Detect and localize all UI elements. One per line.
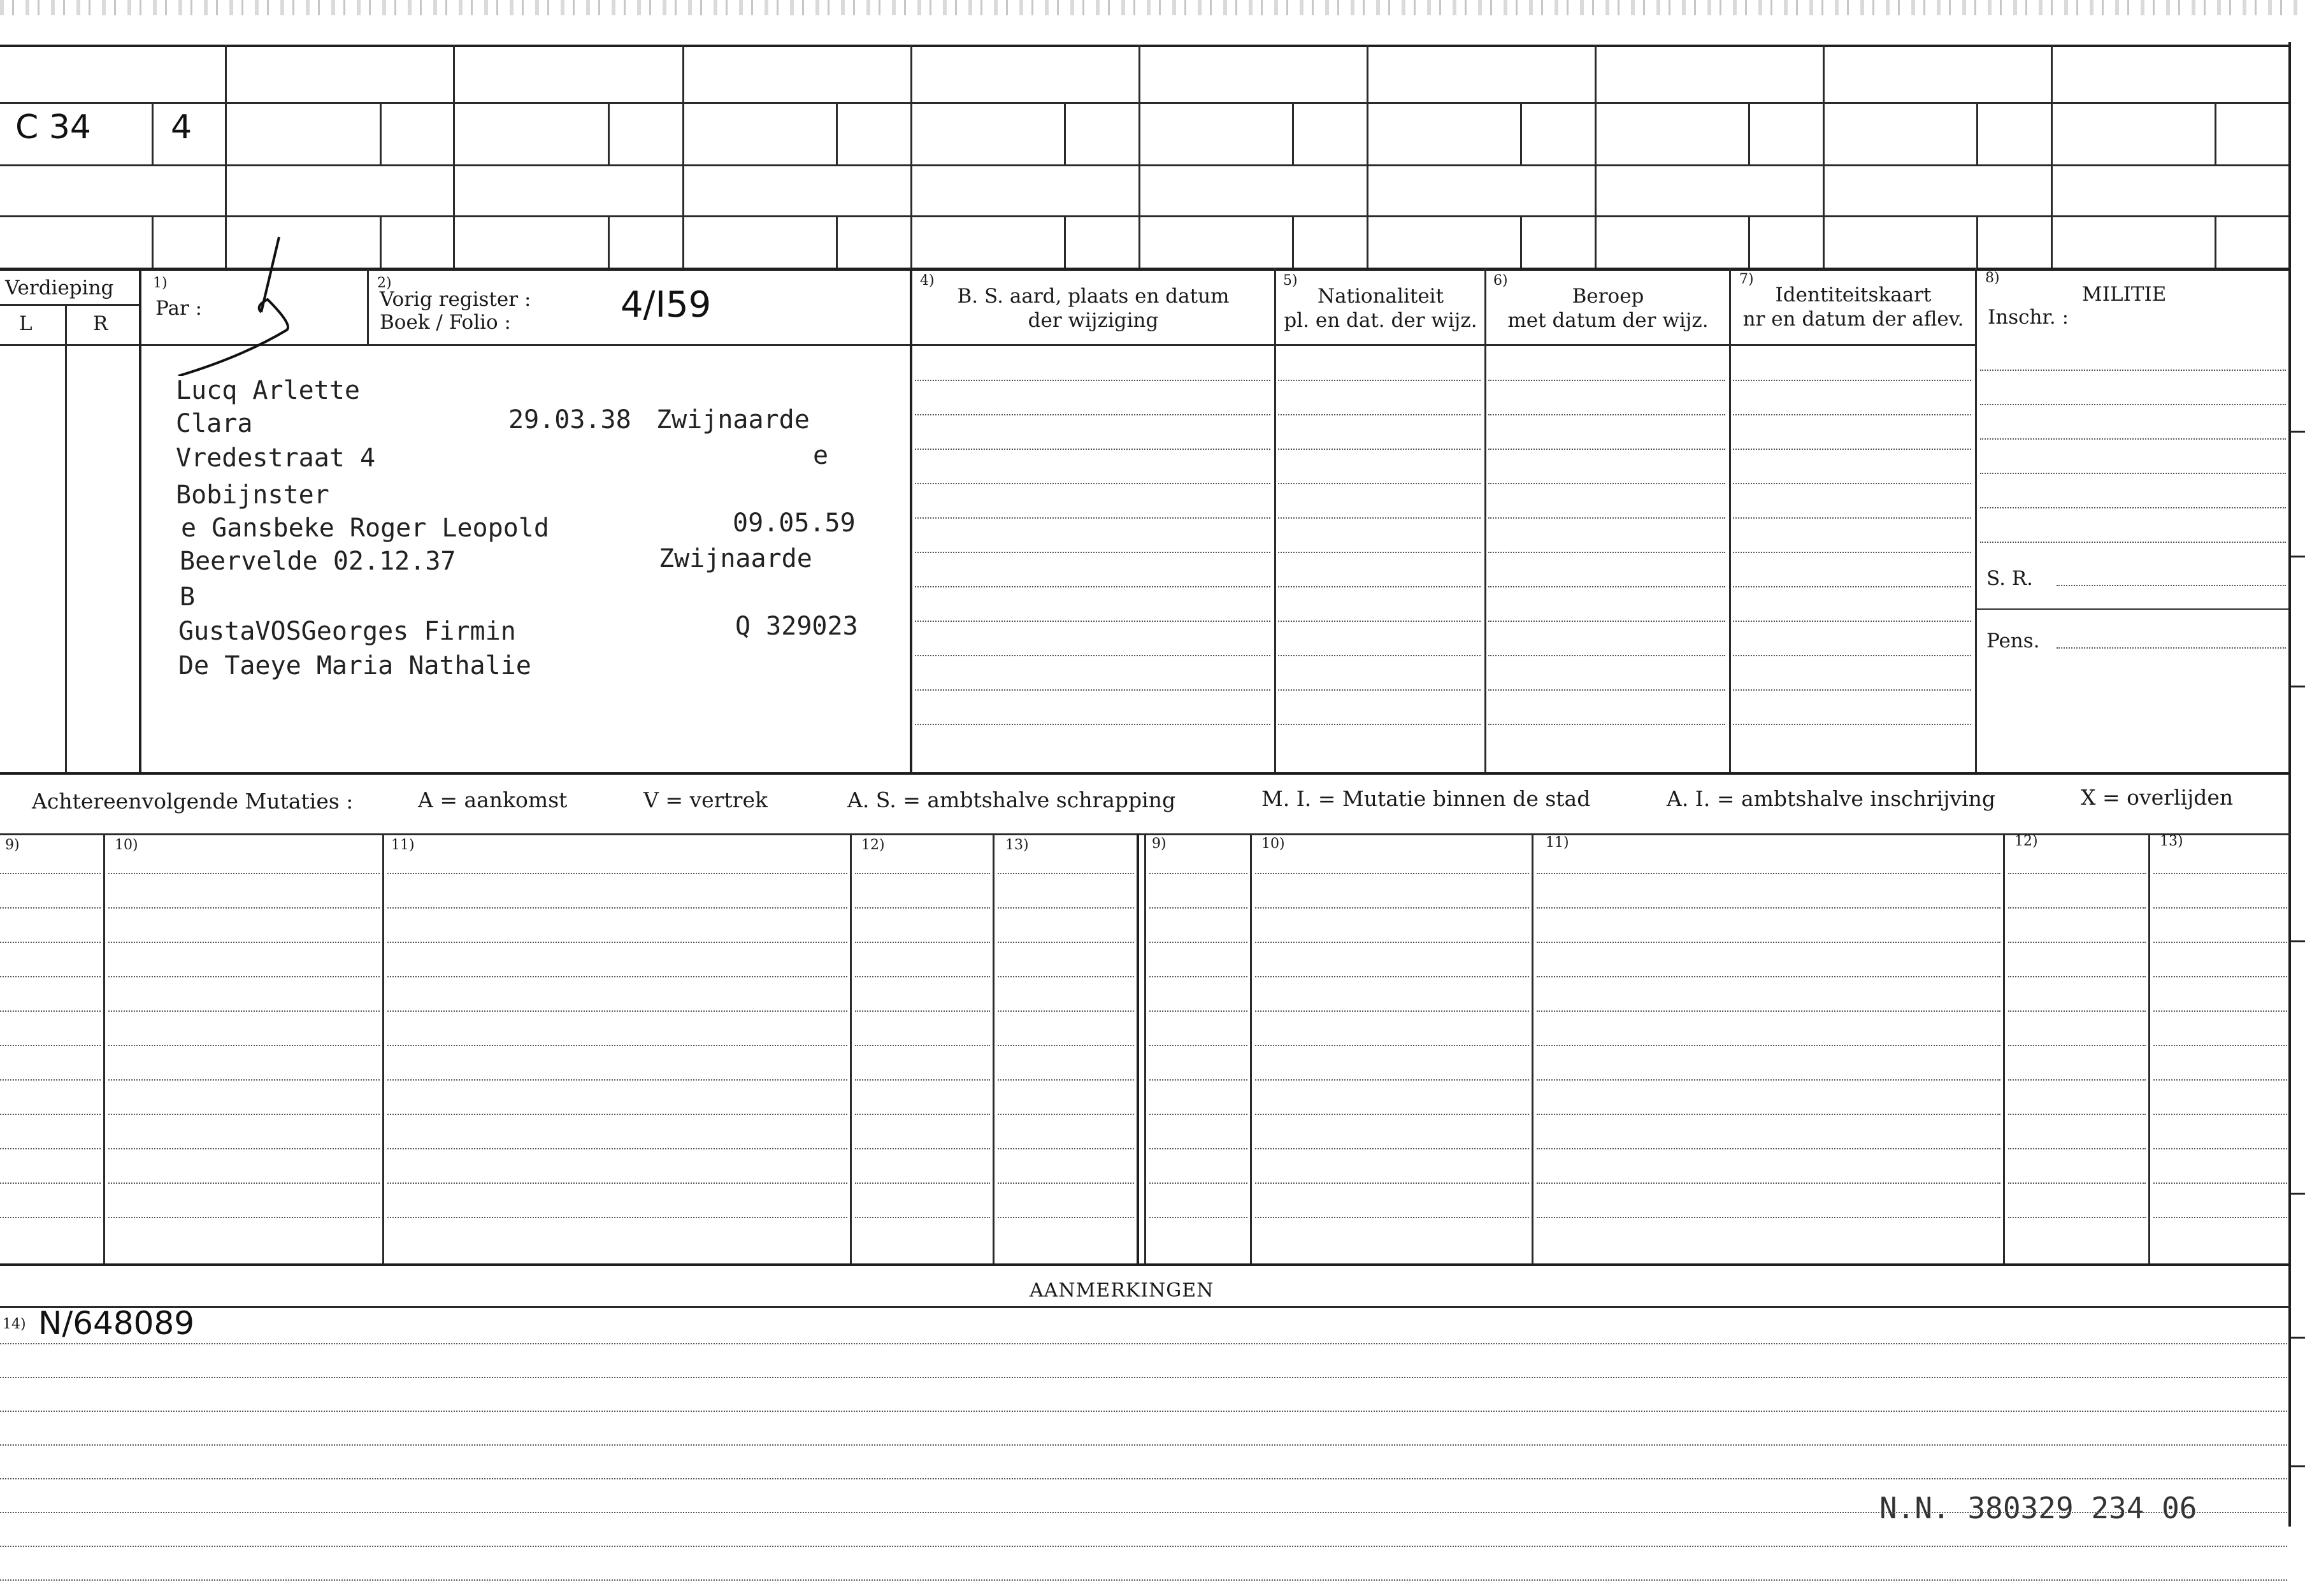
ruled-line — [1278, 621, 1481, 622]
ruled-line — [1980, 542, 2286, 543]
ruled-line — [855, 1148, 990, 1149]
col-10-right: 10) — [1261, 836, 1285, 852]
ruled-line — [387, 1217, 847, 1218]
ruled-line — [1733, 380, 1971, 381]
mutatie-schrapping: A. S. = ambtshalve schrapping — [847, 787, 1176, 812]
record-line-2-left: Clara — [176, 409, 253, 438]
ruled-line — [915, 483, 1270, 484]
ruled-line — [1255, 942, 1529, 943]
ruled-line — [915, 380, 1270, 381]
ruled-line — [387, 907, 847, 909]
ruled-line — [915, 621, 1270, 622]
ruled-line — [387, 1045, 847, 1046]
ruled-line — [2153, 907, 2287, 909]
register-number: 4 — [171, 108, 192, 147]
ruled-line — [855, 1045, 990, 1046]
ruled-line — [0, 1148, 101, 1149]
ruled-line — [0, 907, 101, 909]
ruled-line — [0, 1343, 2287, 1344]
ruled-line — [0, 1045, 101, 1046]
ruled-line — [1255, 873, 1529, 874]
ruled-line — [108, 1148, 380, 1149]
mutatie-aankomst: A = aankomst — [418, 787, 568, 812]
ruled-line — [1255, 1114, 1529, 1115]
ruled-line — [108, 976, 380, 977]
ruled-line — [2008, 1148, 2146, 1149]
ruled-line — [1278, 724, 1481, 725]
beroep-number: 6) — [1493, 273, 1508, 289]
par-label: Par : — [155, 297, 203, 320]
ruled-line — [2008, 1114, 2146, 1115]
ruled-line — [915, 724, 1270, 725]
record-line-6-left: Beervelde 02.12.37 — [180, 547, 456, 576]
nationaliteit-header — [1277, 284, 1484, 333]
ruled-line — [1733, 621, 1971, 622]
ruled-line — [387, 1079, 847, 1081]
ruled-line — [1278, 380, 1481, 381]
ruled-line — [1255, 1079, 1529, 1081]
ruled-line — [1149, 1114, 1247, 1115]
handwritten-mark — [166, 229, 306, 376]
vorig-register-label: Vorig register : — [380, 288, 531, 311]
col-10-left: 10) — [115, 837, 138, 853]
id-header-line2: nr en datum der aflev. — [1742, 308, 1964, 331]
ruled-line — [1149, 942, 1247, 943]
ruled-line — [1537, 907, 2000, 909]
ruled-line — [1980, 507, 2286, 508]
record-line-3-right: e — [813, 441, 829, 470]
ruled-line — [2153, 1114, 2287, 1115]
col-13-right: 13) — [2160, 833, 2183, 849]
ruled-line — [387, 1148, 847, 1149]
ruled-line — [1149, 1217, 1247, 1218]
nat-header-line2: pl. en dat. der wijz. — [1284, 309, 1477, 332]
ruled-line — [1255, 1148, 1529, 1149]
left-label: L — [19, 312, 32, 335]
ruled-line — [1537, 942, 2000, 943]
record-line-6-right: Zwijnaarde — [659, 544, 812, 573]
ruled-line — [1149, 1148, 1247, 1149]
ruled-line — [2008, 1183, 2146, 1184]
ruled-line — [1488, 655, 1725, 656]
record-line-1-left: Lucq Arlette — [176, 376, 360, 405]
ruled-line — [0, 1411, 2287, 1412]
ruled-line — [915, 517, 1270, 519]
ruled-line — [1537, 873, 2000, 874]
ruled-line — [0, 1546, 2287, 1547]
ruled-line — [2153, 873, 2287, 874]
record-line-5-left: e Gansbeke Roger Leopold — [181, 514, 549, 543]
ruled-line — [1149, 1045, 1247, 1046]
ruled-line — [1488, 724, 1725, 725]
ruled-line — [0, 1217, 101, 1218]
ruled-line — [1980, 370, 2286, 371]
ruled-line — [1278, 689, 1481, 691]
scan-top-edge — [0, 0, 2305, 15]
ruled-line — [1733, 689, 1971, 691]
col-11-left: 11) — [391, 837, 415, 853]
ruled-line — [998, 1183, 1134, 1184]
ruled-line — [1278, 414, 1481, 415]
ruled-line — [2008, 1010, 2146, 1012]
aanmerkingen-value: N/648089 — [38, 1305, 195, 1342]
ruled-line — [1488, 689, 1725, 691]
ruled-line — [1488, 414, 1725, 415]
ruled-line — [1149, 976, 1247, 977]
beroep-header-line2: met datum der wijz. — [1507, 309, 1709, 332]
mutatie-inschrijving: A. I. = ambtshalve inschrijving — [1667, 786, 1996, 811]
ruled-line — [108, 1045, 380, 1046]
ruled-line — [1149, 873, 1247, 874]
ruled-line — [998, 1114, 1134, 1115]
bs-number: 4) — [920, 273, 935, 289]
record-line-5-right: 09.05.59 — [733, 508, 856, 538]
ruled-line — [855, 976, 990, 977]
ruled-line — [2008, 1045, 2146, 1046]
ruled-line — [2008, 1079, 2146, 1081]
ruled-line — [2153, 1148, 2287, 1149]
ruled-line — [1488, 552, 1725, 553]
ruled-line — [1980, 473, 2286, 474]
aanmerkingen-number: 14) — [3, 1316, 26, 1332]
ruled-line — [855, 1217, 990, 1218]
record-line-2-right: Zwijnaarde — [656, 405, 810, 435]
ruled-line — [1255, 1183, 1529, 1184]
ruled-line — [0, 942, 101, 943]
ruled-line — [1537, 1079, 2000, 1081]
ruled-line — [2008, 873, 2146, 874]
ruled-line — [1537, 1114, 2000, 1115]
ruled-line — [1255, 907, 1529, 909]
ruled-line — [855, 1114, 990, 1115]
ruled-line — [0, 1444, 2287, 1446]
col-13-left: 13) — [1005, 837, 1029, 853]
record-line-2-mid: 29.03.38 — [508, 405, 631, 435]
ruled-line — [0, 1579, 2287, 1581]
ruled-line — [1278, 483, 1481, 484]
ruled-line — [1537, 1010, 2000, 1012]
ruled-line — [0, 976, 101, 977]
ruled-line — [998, 907, 1134, 909]
ruled-line — [915, 552, 1270, 553]
bs-header-line1: B. S. aard, plaats en datum — [957, 285, 1230, 308]
ruled-line — [387, 976, 847, 977]
record-line-8-left: GustaVOSGeorges Firmin — [178, 617, 516, 646]
record-line-4-left: Bobijnster — [176, 480, 329, 510]
ruled-line — [1537, 1148, 2000, 1149]
vorig-register-value: 4/I59 — [621, 284, 712, 326]
ruled-line — [0, 1079, 101, 1081]
ruled-line — [1488, 586, 1725, 587]
ruled-line — [998, 1079, 1134, 1081]
ruled-line — [998, 1010, 1134, 1012]
ruled-line — [915, 586, 1270, 587]
ruled-line — [2153, 976, 2287, 977]
ruled-line — [1149, 907, 1247, 909]
ruled-line — [108, 1183, 380, 1184]
ruled-line — [1149, 1010, 1247, 1012]
ruled-line — [998, 873, 1134, 874]
ruled-line — [1255, 976, 1529, 977]
ruled-line — [1537, 1183, 2000, 1184]
ruled-line — [998, 1045, 1134, 1046]
ruled-line — [915, 655, 1270, 656]
col-9-right: 9) — [1152, 836, 1167, 852]
mutaties-title: Achtereenvolgende Mutaties : — [32, 789, 354, 814]
par-number: 1) — [153, 275, 168, 291]
ruled-line — [1488, 621, 1725, 622]
ruled-line — [1488, 517, 1725, 519]
id-number: 7) — [1739, 271, 1754, 287]
record-line-8-right: Q 329023 — [735, 612, 858, 641]
ruled-line — [1537, 976, 2000, 977]
ruled-line — [2153, 942, 2287, 943]
ruled-line — [855, 1183, 990, 1184]
beroep-header — [1487, 284, 1729, 333]
ruled-line — [108, 873, 380, 874]
ruled-line — [1278, 586, 1481, 587]
mutatie-binnen-stad: M. I. = Mutatie binnen de stad — [1261, 786, 1591, 811]
nat-header-line1: Nationaliteit — [1317, 285, 1444, 308]
ruled-line — [1278, 655, 1481, 656]
record-line-7-left: B — [180, 582, 196, 612]
ruled-line — [387, 1183, 847, 1184]
ruled-line — [387, 1114, 847, 1115]
ruled-line — [998, 1217, 1134, 1218]
ruled-line — [0, 1114, 101, 1115]
pens-label: Pens. — [1986, 629, 2040, 652]
col-12-right: 12) — [2014, 833, 2038, 849]
verdieping-label: Verdieping — [5, 277, 114, 299]
ruled-line — [998, 1148, 1134, 1149]
ruled-line — [0, 1512, 2287, 1513]
inschr-label: Inschr. : — [1988, 306, 2069, 329]
ruled-line — [1488, 380, 1725, 381]
ruled-line — [2008, 1217, 2146, 1218]
bs-header — [915, 284, 1272, 333]
ruled-line — [1149, 1079, 1247, 1081]
ruled-line — [855, 907, 990, 909]
record-line-9-left: De Taeye Maria Nathalie — [178, 651, 531, 680]
ruled-line — [1149, 1183, 1247, 1184]
ruled-line — [108, 907, 380, 909]
ruled-line — [0, 1010, 101, 1012]
ruled-line — [1980, 438, 2286, 440]
ruled-line — [387, 942, 847, 943]
ruled-line — [108, 1010, 380, 1012]
col-11-right: 11) — [1546, 835, 1569, 851]
mutatie-overlijden: X = overlijden — [2081, 785, 2234, 810]
ruled-line — [0, 1183, 101, 1184]
vorig-number: 2) — [377, 275, 392, 291]
ruled-line — [998, 942, 1134, 943]
ruled-line — [1255, 1045, 1529, 1046]
ruled-line — [855, 942, 990, 943]
ruled-line — [0, 873, 101, 874]
ruled-line — [108, 942, 380, 943]
ruled-line — [1733, 586, 1971, 587]
ruled-line — [1733, 552, 1971, 553]
register-code: C 34 — [15, 108, 92, 147]
ruled-line — [1278, 449, 1481, 450]
ruled-line — [855, 1010, 990, 1012]
ruled-line — [1278, 552, 1481, 553]
ruled-line — [1733, 414, 1971, 415]
ruled-line — [2153, 1045, 2287, 1046]
boek-folio-label: Boek / Folio : — [380, 311, 511, 334]
ruled-line — [0, 1478, 2287, 1479]
col-12-left: 12) — [861, 837, 885, 853]
ruled-line — [2153, 1079, 2287, 1081]
id-header-line1: Identiteitskaart — [1775, 284, 1932, 306]
record-line-3-left: Vredestraat 4 — [176, 443, 376, 473]
ruled-line — [1278, 517, 1481, 519]
ruled-line — [1733, 517, 1971, 519]
ruled-line — [1488, 483, 1725, 484]
ruled-line — [1980, 404, 2286, 405]
ruled-line — [1733, 449, 1971, 450]
ruled-line — [2008, 976, 2146, 977]
ruled-line — [1255, 1010, 1529, 1012]
militie-label: MILITIE — [2082, 283, 2167, 306]
ruled-line — [1733, 724, 1971, 725]
militie-number: 8) — [1985, 270, 2000, 286]
ruled-line — [2008, 942, 2146, 943]
ruled-line — [1255, 1217, 1529, 1218]
ruled-line — [1488, 449, 1725, 450]
right-label: R — [93, 312, 108, 335]
ruled-line — [2153, 1217, 2287, 1218]
nat-number: 5) — [1283, 273, 1298, 289]
ruled-line — [855, 1079, 990, 1081]
ruled-line — [108, 1079, 380, 1081]
ruled-line — [2008, 907, 2146, 909]
ruled-line — [1537, 1045, 2000, 1046]
ruled-line — [915, 414, 1270, 415]
identiteitskaart-header — [1732, 283, 1975, 331]
national-number: N.N. 380329 234 06 — [1879, 1491, 2197, 1525]
ruled-line — [108, 1114, 380, 1115]
bs-header-line2: der wijziging — [1028, 309, 1159, 332]
ruled-line — [387, 873, 847, 874]
ruled-line — [915, 689, 1270, 691]
aanmerkingen-title: AANMERKINGEN — [1030, 1279, 1214, 1302]
ruled-line — [0, 1377, 2287, 1378]
col-9-left: 9) — [5, 837, 20, 853]
sr-label: S. R. — [1986, 567, 2034, 590]
ruled-line — [998, 976, 1134, 977]
ruled-line — [2153, 1183, 2287, 1184]
ruled-line — [855, 873, 990, 874]
ruled-line — [1733, 655, 1971, 656]
mutatie-vertrek: V = vertrek — [643, 787, 768, 812]
ruled-line — [1537, 1217, 2000, 1218]
ruled-line — [915, 449, 1270, 450]
ruled-line — [1733, 483, 1971, 484]
ruled-line — [108, 1217, 380, 1218]
ruled-line — [387, 1010, 847, 1012]
ruled-line — [2153, 1010, 2287, 1012]
beroep-header-line1: Beroep — [1572, 285, 1644, 308]
